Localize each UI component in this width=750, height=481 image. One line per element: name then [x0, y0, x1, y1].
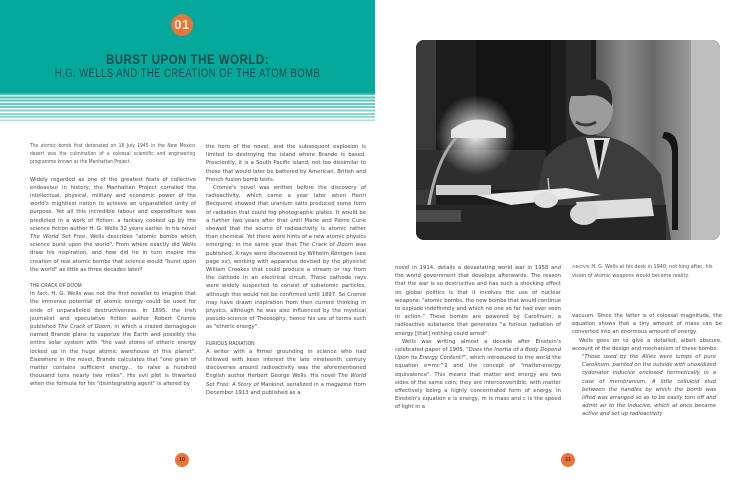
paper-title: Does the Inertia of a Body Depend Upon Its Energy Content?: [395, 347, 562, 362]
text-run: ", which introduced to the world the equation e=mc^2 and the concept of "matter-energy equivalence". This means that matter and energy are two sides of the same coin; they are interconvertible, with matter effectively being a highly concentrated form of energy. In Einstein's equation e is energy, m is mass and c is the speed of light in a: [395, 355, 561, 411]
text-run: was published, X-rays were discovered by Wilhelm Röntgen (see page xx), working with apparatus devised by the physicist William Crookes that could produce a stream or ray from the cathode in an electrical circuit. These cathode rays were widely suspected to consist of subatomic particles, although this would not be confirmed until 1897. So Cromie may have drawn inspiration from then current thinking in physics, although he was also influenced by the mystical pseudo-science of Theosophy, hence his use of terms such as "etheric energy".: [206, 242, 366, 331]
body-paragraph: [395, 338, 561, 412]
intro-paragraph: The atomic bomb that detonated on 16 July 1945 in the New Mexico desert was the culmination of a colossal scientific and engineering programme known as the Manhattan Project.: [30, 144, 196, 166]
text-run: A writer with a firmer grounding in science who had followed with keen interest the late nineteenth century discoveries around radioactivity was the aforementioned English author Herbert George Wells. His novel: [206, 348, 366, 380]
photo-illustration: [416, 40, 720, 240]
body-paragraph: vacuum. Since the latter is of colossal magnitude, the equation shows that a tiny amount of mass can be converted into an enormous amount of energy.: [572, 313, 722, 336]
photo-caption: [572, 263, 722, 280]
block-quote: "Those used by the Allies were lumps of pure Carolinum, painted on the outside with unoxidized cydonator inducive enclosed hermetically in a case of membranium. A little celluloid stud between the handles by which the bomb was lifted was arranged so as to be easily torn off and admit air to the inducive, which at once became active and set up radioactivity: [582, 354, 716, 418]
body-paragraph: the hero of the novel, and the subsequent explosion is limited to destroying the island where Brande is based. Presciently, it is a South Pacific island, not too dissimilar to those that would later be battered by American, British and French fusion bomb tests.: [206, 144, 366, 183]
text-run: Wells was writing almost a decade after Einstein's celebrated paper of 1905, ": [395, 338, 561, 354]
book-title: The Crack of Doom: [57, 324, 111, 331]
right-column-1: [395, 264, 561, 412]
text-run: Cromie's novel was written before the discovery of radioactivity, which came a year later when Henri Becquerel showed that uranium salts produced some form of radiation that could fog photographic plates. It would be a further two years after that until Marie and Pierre Curie showed that the source of radioactivity is atomic rather than chemical. Yet there were hints of a new atomic physics emerging; in the same year that: [206, 185, 366, 249]
chapter-number-badge: 01: [171, 14, 193, 36]
book-title: The World Set Free: [30, 234, 86, 241]
page-number: 10: [175, 453, 189, 467]
chapter-subtitle: H.G. WELLS AND THE CREATION OF THE ATOM BOMB: [54, 68, 321, 80]
text-run: Widely regarded as one of the greatest feats of collective endeavour in history, the Manhattan Project corralled the intellectual, physical, military and economic power of the world's mightiest nation to achieve an unparalleled unity of purpose. Yet all this incredible labour and expenditure was predicted in a work of fiction: a fantasy cooked up by the science fiction author H. G. Wells 32 years earlier. In his novel: [30, 176, 196, 232]
chapter-title: BURST UPON THE WORLD:: [105, 52, 270, 67]
book-title: The World Set Free: A Story of Mankind: [206, 373, 366, 388]
text-run: , Wells describes "atomic bombs which science burst upon the world". From where exactly did Wells draw his inspiration, and how did he in turn inspire the creation of real atomic bombs that science would "burst upon the world" as little as three decades later?: [30, 234, 196, 273]
book-title: The Crack of Doom: [299, 242, 354, 249]
section-heading: FURIOUS RADIATION: [206, 340, 255, 347]
text-run: , serialized in a magazine from December 1913 and published as a: [206, 381, 366, 396]
section-heading: THE CRACK OF DOOM: [30, 283, 82, 290]
photo-hg-wells-at-desk: [416, 40, 720, 240]
body-paragraph: novel in 1914, details a devastating world war in 1958 and the world government that develops afterwards. The reason that the war is so destructive and has such a shocking effect on global politics is that it involves the use of nuclear weapons: "atomic bombs, the new bombs that would continue to explode indefinitely and which no one so far had ever seen in action." These bombs are powered by Carolinum, a radioactive substance that generates "a furious radiation of energy [that] nothing could arrest".: [395, 265, 562, 337]
right-column-2: [572, 312, 722, 419]
page-number: 11: [561, 453, 575, 467]
caption-text: H. G. Wells at his desk in 1940; not long after, his vision of atomic weapons would become reality.: [572, 264, 713, 280]
caption-label: ABOVE: [572, 265, 590, 270]
text-run: In fact, H. G. Wells was not the first novelist to imagine that the immense potential of atomic energy could be used for ends of unparalleled destructiveness. In 1895, the Irish journalist and speculative fiction author Robert Cromie published: [30, 291, 196, 331]
body-paragraph: Wells goes on to give a detailed, albeit obscure, account of the design and mechanism of these bombs:: [572, 337, 722, 352]
text-run: , in which a crazed demagogue named Brande plans to vaporize the Earth and possibly the entire solar system with "the vast stores of etheric energy locked up in the huge atomic warehouse of this planet". Elsewhere in the novel, Brande calculates that "one grain of matter contains sufficient energy... to raise a hundred thousand tons nearly two miles". His evil plot is thwarted when the formula for his "disintegrating agent" is altered by: [30, 324, 196, 388]
